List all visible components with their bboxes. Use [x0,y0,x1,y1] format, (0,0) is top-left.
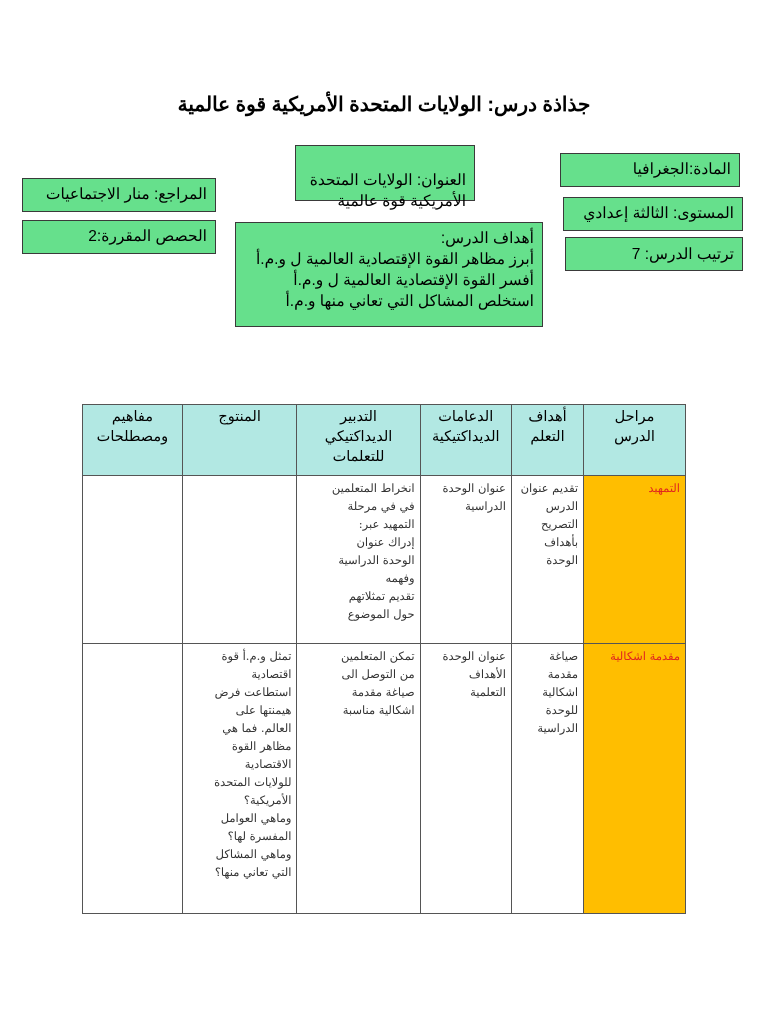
lesson-title-label: العنوان: الولايات المتحدة الأمريكية قوة عالمية [309,172,466,210]
product-cell: تمثل و.م.أ قوة اقتصادية استطاعت فرض هيمنتها على العالم. فما هي مظاهر القوة الاقتصادية للولايات المتحدة الأمريكية؟ وماهي العوامل المفسرة لها؟ وماهي المشاكل التي تعاني منها؟ [182,644,297,914]
table-row [83,644,686,914]
header-product: المنتوج [182,405,297,476]
stage-cell: التمهيد [584,476,686,644]
subject-box [560,153,740,187]
level-box [563,197,743,231]
supports-cell: عنوان الوحدة الأهداف التعلمية [420,644,511,914]
concepts-cell [83,476,183,644]
references-box [22,178,216,212]
objective-item: أفسر القوة الإقتصادية العالمية ل و.م.أ [293,272,534,289]
concepts-cell [83,644,183,914]
table-header-row [83,405,686,476]
lesson-order-label: ترتيب الدرس: 7 [631,246,734,263]
objective-item: استخلص المشاكل التي تعاني منها و.م.أ [285,293,534,310]
page-title: جذاذة درس: الولايات المتحدة الأمريكية قوة عالمية [177,94,591,116]
goals-cell: صياغة مقدمة اشكالية للوحدة الدراسية [511,644,583,914]
periods-box [22,220,216,254]
management-cell: تمكن المتعلمين من التوصل الى صياغة مقدمة اشكالية مناسبة [297,644,420,914]
subject-label: المادة:الجغرافيا [632,161,731,178]
goals-cell: تقديم عنوان الدرس التصريح بأهداف الوحدة [511,476,583,644]
header-stages: مراحل الدرس [584,405,686,476]
lesson-order-box [565,237,743,271]
product-cell [182,476,297,644]
lesson-title-box [295,145,475,210]
header-management: التدبير الديداكتيكي للتعلمات [297,405,420,476]
periods-label: الحصص المقررة:2 [88,228,207,245]
management-cell: انخراط المتعلمين في في مرحلة التمهيد عبر: إدراك عنوان الوحدة الدراسية وفهمه تقديم تمثلاتهم حول الموضوع [297,476,420,644]
references-label: المراجع: منار الاجتماعيات [45,186,207,203]
stage-cell: مقدمة اشكالية [584,644,686,914]
level-label: المستوى: الثالثة إعدادي [583,205,734,222]
header-supports: الدعامات الديداكتيكية [420,405,511,476]
table-row [83,476,686,644]
objectives-box [235,222,543,327]
supports-cell: عنوان الوحدة الدراسية [420,476,511,644]
objectives-heading: أهداف الدرس: [440,230,534,247]
header-goals: أهداف التعلم [511,405,583,476]
lesson-table [82,404,686,914]
header-concepts: مفاهيم ومصطلحات [83,405,183,476]
objective-item: أبرز مظاهر القوة الإقتصادية العالمية ل و.م.أ [255,251,534,268]
